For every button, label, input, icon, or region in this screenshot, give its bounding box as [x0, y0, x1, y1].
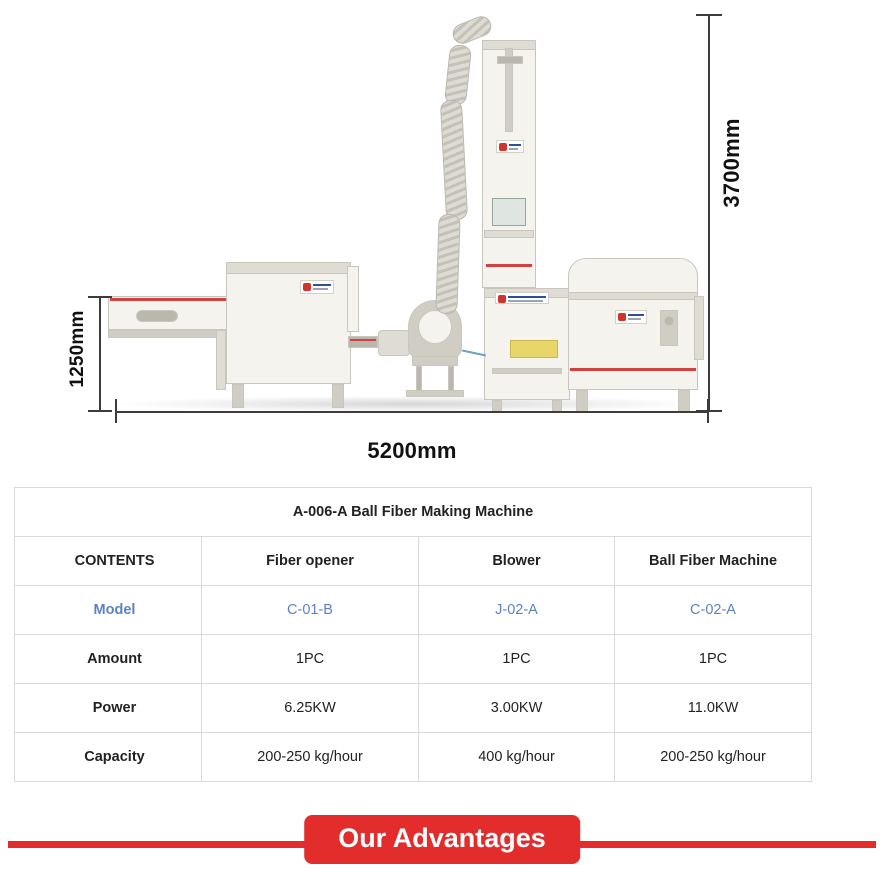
- row-label-model: Model: [15, 586, 202, 635]
- header-contents: CONTENTS: [15, 537, 202, 586]
- header-column-fiber-opener: Fiber opener: [202, 537, 419, 586]
- cabinet-handle: [492, 368, 562, 374]
- header-column-blower: Blower: [419, 537, 615, 586]
- cell-amount-ball-fiber-machine: 1PC: [615, 635, 812, 684]
- cell-power-fiber-opener: 6.25KW: [202, 684, 419, 733]
- cell-amount-blower: 1PC: [419, 635, 615, 684]
- cell-capacity-ball-fiber-machine: 200-250 kg/hour: [615, 733, 812, 782]
- width-dimension-line: [116, 411, 708, 413]
- banner-title: Our Advantages: [304, 815, 580, 864]
- width-dimension-tick-right: [707, 399, 709, 423]
- table-header-row: [15, 537, 812, 586]
- flex-hose-upper: [444, 44, 472, 106]
- row-label-power: Power: [15, 684, 202, 733]
- depth-dimension-tick-bottom: [88, 410, 112, 412]
- table-row: [15, 733, 812, 782]
- table-row: [15, 635, 812, 684]
- ball-machine-body: [568, 292, 698, 390]
- blower-inlet-duct: [378, 330, 410, 356]
- opener-side-panel: [347, 266, 359, 332]
- tower-divider: [484, 230, 534, 238]
- height-dimension-label: 3700mm: [719, 118, 744, 208]
- ball-machine-rim: [568, 292, 698, 300]
- cell-power-blower: 3.00KW: [419, 684, 615, 733]
- specification-table: [14, 487, 812, 782]
- flex-hose-lower: [435, 214, 460, 315]
- cell-model-blower: J-02-A: [419, 586, 615, 635]
- table-row: [15, 586, 812, 635]
- tower-stripe: [486, 264, 532, 267]
- cell-amount-fiber-opener: 1PC: [202, 635, 419, 684]
- brand-badge-icon: [495, 292, 549, 304]
- brand-badge-icon: [615, 310, 647, 324]
- ball-machine-drum-cover: [568, 258, 698, 294]
- ball-machine-leg-right: [678, 390, 690, 412]
- table-title-row: [15, 488, 812, 537]
- blower-leg-right: [448, 366, 454, 392]
- table-title: A-006-A Ball Fiber Making Machine: [15, 488, 812, 537]
- ball-machine-knob: [664, 316, 674, 326]
- banner-rule-right: [576, 841, 876, 848]
- depth-dimension-tick-top: [88, 296, 112, 298]
- width-dimension-label: 5200mm: [367, 438, 457, 463]
- blower-leg-left: [416, 366, 422, 392]
- cell-capacity-blower: 400 kg/hour: [419, 733, 615, 782]
- opener-outlet: [348, 336, 378, 348]
- fiber-opener-top: [226, 262, 351, 274]
- height-dimension-tick-top: [696, 14, 722, 16]
- opener-leg-left: [232, 384, 244, 408]
- row-label-amount: Amount: [15, 635, 202, 684]
- opener-leg-right: [332, 384, 344, 408]
- cell-model-ball-fiber-machine: C-02-A: [615, 586, 812, 635]
- ball-machine-end-panel: [694, 296, 704, 360]
- depth-dimension-label: 1250mm: [67, 310, 88, 388]
- conveyor-slot: [136, 310, 178, 322]
- cell-power-ball-fiber-machine: 11.0KW: [615, 684, 812, 733]
- blower-mount: [412, 356, 458, 366]
- table-row: [15, 684, 812, 733]
- specification-table-wrapper: [14, 487, 811, 782]
- tower-clamp-top: [497, 56, 523, 64]
- blower-base-plate: [406, 390, 464, 397]
- depth-dimension-line: [99, 296, 101, 412]
- opener-outlet-stripe: [350, 339, 376, 341]
- power-cable: [462, 350, 486, 357]
- ball-machine-leg-left: [576, 390, 588, 412]
- blower-fan-case: [418, 310, 452, 344]
- banner-rule-left: [8, 841, 308, 848]
- cell-model-fiber-opener: C-01-B: [202, 586, 419, 635]
- conveyor-stripe: [110, 298, 230, 301]
- width-dimension-tick-left: [115, 399, 117, 423]
- our-advantages-banner: [0, 805, 884, 883]
- tower-inspection-window: [492, 198, 526, 226]
- opener-side-rail: [216, 330, 226, 390]
- height-dimension-line: [708, 14, 710, 412]
- warning-label: [510, 340, 558, 358]
- cell-capacity-fiber-opener: 200-250 kg/hour: [202, 733, 419, 782]
- brand-badge-icon: [496, 140, 524, 153]
- flex-hose-middle: [440, 100, 468, 221]
- row-label-capacity: Capacity: [15, 733, 202, 782]
- header-column-ball-fiber-machine: Ball Fiber Machine: [615, 537, 812, 586]
- ball-machine-stripe: [570, 368, 696, 371]
- floor-shadow: [120, 396, 700, 412]
- brand-badge-icon: [300, 280, 334, 294]
